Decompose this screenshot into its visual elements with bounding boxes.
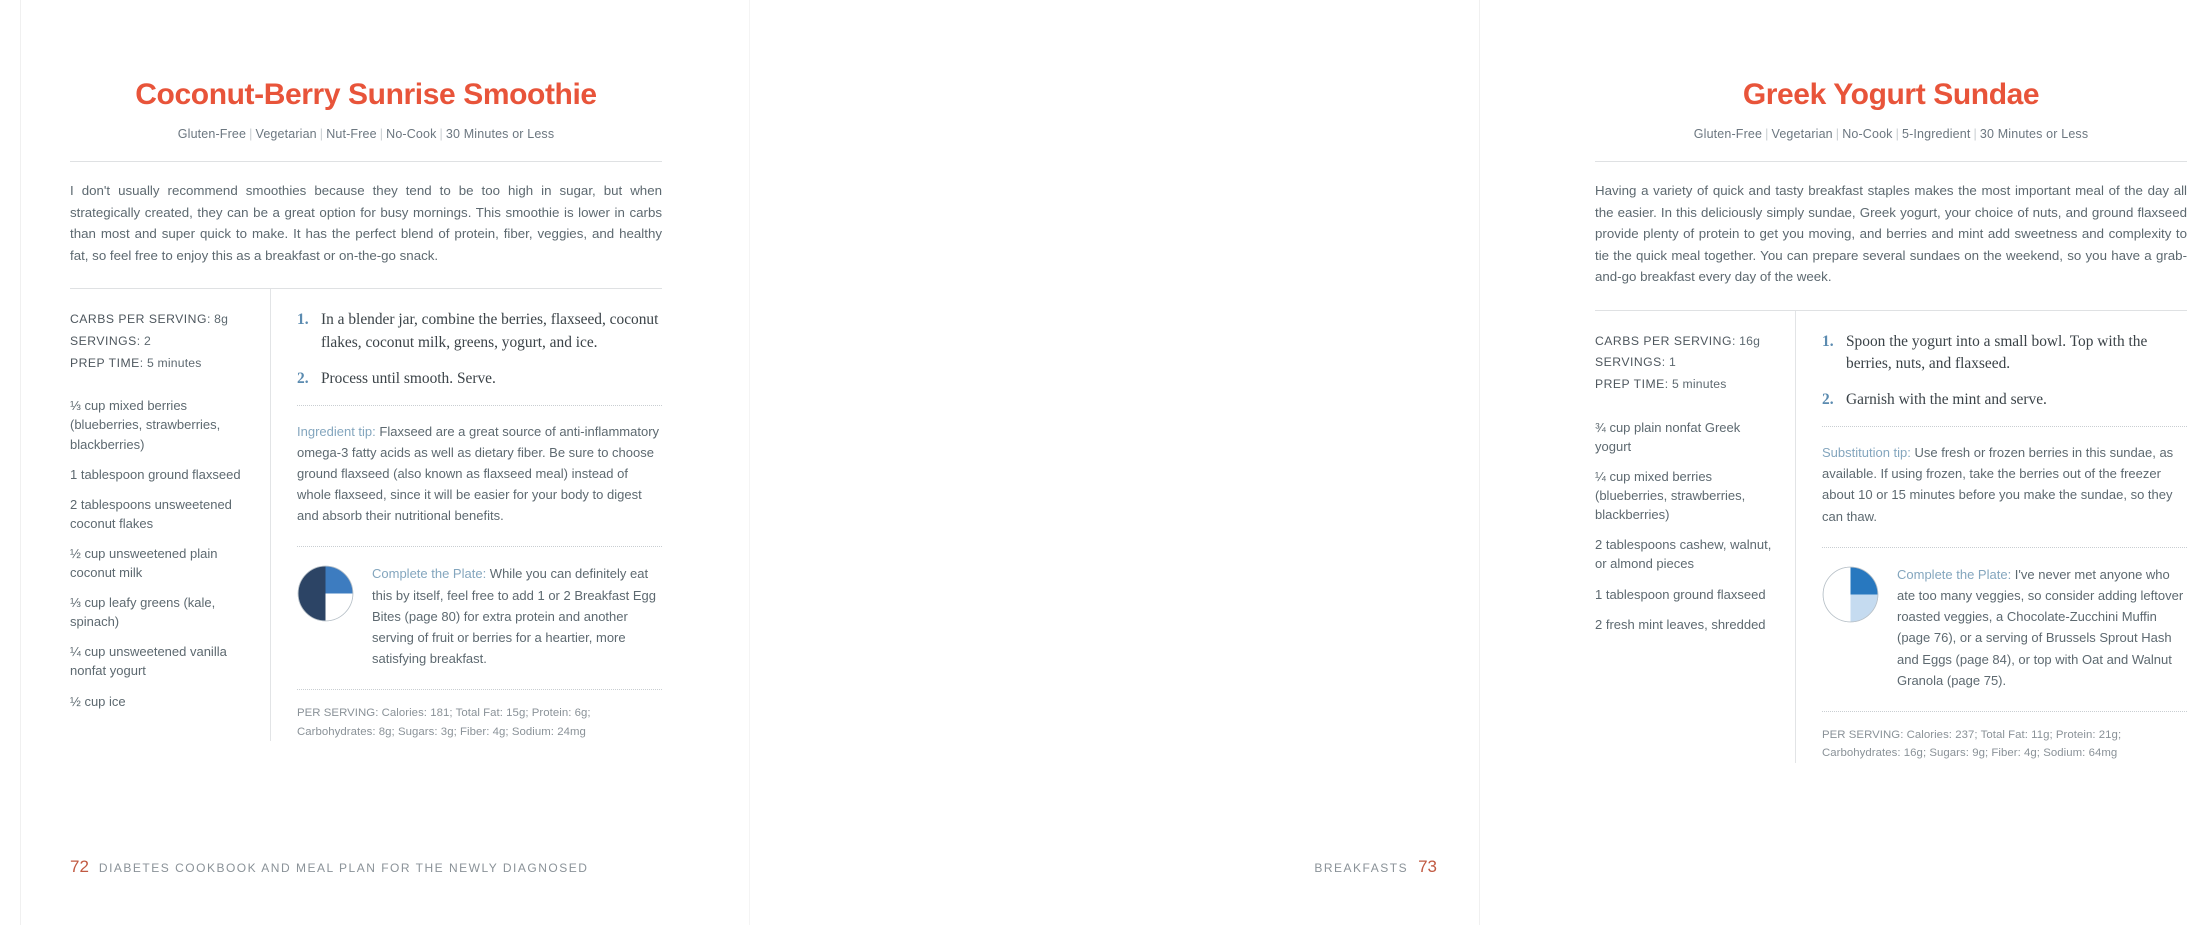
prep-time: PREP TIME: 5 minutes [70,355,202,370]
tag-separator: | [249,127,253,141]
instruction-step [1822,331,2187,377]
page-title: Coconut-Berry Sunrise Smoothie [135,78,597,111]
servings: SERVINGS: 1 [1595,355,1676,370]
tag-separator: | [439,127,443,141]
step-number: 2. [1822,391,1834,409]
tag-separator: | [319,127,324,141]
ingredient-item: 2 tablespoons cashew, walnut, or almond pieces [1595,537,1772,572]
recipe-main-column [270,289,662,741]
page-edge-line [20,0,21,925]
carbs-label: CARBS PER SERVING [1595,333,1732,348]
left-page-footer [70,857,588,877]
step-text: Process until smooth. Serve. [321,369,496,387]
recipe-main-column [1795,311,2187,763]
right-page-content [1595,0,2187,763]
complete-the-plate-text [372,563,662,669]
ingredient-item: 1 tablespoon ground flaxseed [1595,586,1766,602]
ingredient-item: ¼ cup mixed berries (blueberries, strawberries, blackberries) [1595,469,1746,523]
tag-separator: | [379,127,384,141]
step-number: 1. [297,311,309,329]
servings-label: SERVINGS [70,333,137,348]
complete-the-plate-block [297,546,662,669]
left-page-content [70,0,662,741]
plate-label: Complete the Plate: [372,566,487,582]
servings-value: 2 [143,333,151,348]
complete-the-plate-pie-icon [1822,566,1879,623]
recipe-meta-column [70,289,270,741]
carbs-per-serving: CARBS PER SERVING: 16g [1595,333,1761,348]
left-page [0,0,750,925]
prep-value: 5 minutes [1671,377,1727,392]
nutrition-info: PER SERVING: Calories: 237; Total Fat: 11g; Protein: 21g; Carbohydrates: 16g; Sugars: 9g; Fiber: 4g; Sodium: 64mg [1822,728,2122,760]
page-title: Greek Yogurt Sundae [1742,78,2040,111]
servings-label: SERVINGS [1595,355,1662,370]
prep-time: PREP TIME: 5 minutes [1595,377,1727,392]
recipe-tags [70,127,662,141]
page-edge-line [1479,0,1480,925]
instructions-list [1822,331,2187,412]
instructions-list [297,309,662,390]
tag-separator: | [1765,127,1769,141]
header-divider [1595,161,2187,162]
plate-body-text: While you can definitely eat this by itself, feel free to add 1 or 2 Breakfast Egg Bites (page 80) for extra protein and another serving of fruit or berries for a heartier, more satisfying breakfast. [372,566,656,667]
complete-the-plate-block [1822,547,2187,691]
instruction-step [1822,389,2187,412]
ingredient-item: ¼ cup unsweetened vanilla nonfat yogurt [70,644,227,679]
tip-body-text: Use fresh or frozen berries in this sundae, as available. If using frozen, take the berries out of the freezer about 10 or 15 minutes before you make the sundae, so they can thaw. [1822,445,2174,524]
ingredient-tip-block [297,405,662,527]
tag-item: Gluten-Free [1693,127,1763,141]
tag-item: Vegetarian [1771,127,1833,141]
recipe-intro: Having a variety of quick and tasty breakfast staples makes the most important meal of the day all the easier. In this deliciously simply sundae, Greek yogurt, your choice of nuts, and ground flaxseed provide plenty of protein to get you moving, and berries and mint add sweetness and complexity to tie the quick meal together. You can prepare several sundaes on the weekend, so you have a grab-and-go breakfast every day of the week. [1595,183,2187,285]
substitution-tip-text [1822,427,2187,527]
ingredient-item: ⅓ cup leafy greens (kale, spinach) [70,595,216,630]
tip-body-text: Flaxseed are a great source of anti-inflammatory omega-3 fatty acids as well as dietary fiber. Be sure to choose ground flaxseed (also known as flaxseed meal) instead of whole flaxseed, since it will be easier for your body to digest and absorb their nutritional benefits. [297,423,660,524]
carbs-value: 16g [1739,333,1761,348]
tag-item: Nut-Free [326,127,377,141]
ingredient-tip-text [297,406,662,527]
ingredient-item: 1 tablespoon ground flaxseed [70,466,241,482]
step-number: 1. [1822,332,1834,350]
plate-body-text: I've never met anyone who ate too many veggies, so consider adding leftover roasted veggies, a Chocolate-Zucchini Muffin (page 76), or a serving of Brussels Sprout Hash and Eggs (page 84), or top with Oat and Walnut Granola (page 75). [1897,566,2184,688]
servings-value: 1 [1668,355,1676,370]
instruction-step [297,368,662,391]
nutrition-block [1822,711,2187,763]
page-number: 72 [70,857,89,876]
step-number: 2. [297,369,309,387]
recipe-tags [1595,127,2187,141]
right-page [750,0,2187,925]
ingredients-list [1595,418,1777,634]
ingredient-item: 2 fresh mint leaves, shredded [1595,616,1766,632]
running-head: BREAKFASTS [1314,861,1409,875]
tag-separator: | [1895,127,1899,141]
recipe-meta-column [1595,311,1795,763]
step-text: Spoon the yogurt into a small bowl. Top with the berries, nuts, and flaxseed. [1846,332,2148,373]
tag-item: 30 Minutes or Less [445,127,555,141]
tag-item: Gluten-Free [177,127,247,141]
prep-label: PREP TIME [70,355,140,370]
nutrition-info: PER SERVING: Calories: 181; Total Fat: 15g; Protein: 6g; Carbohydrates: 8g; Sugars: 3g; Fiber: 4g; Sodium: 24mg [297,707,591,738]
complete-the-plate-text [1897,564,2187,691]
ingredient-item: ½ cup unsweetened plain coconut milk [70,545,218,581]
tag-separator: | [1835,127,1840,141]
step-text: Garnish with the mint and serve. [1846,391,2047,409]
recipe-intro: I don't usually recommend smoothies because they tend to be too high in sugar, but when strategically created, they can be a great option for busy mornings. This smoothie is lower in carbs than most and super quick to make. It has the perfect blend of protein, fiber, veggies, and healthy fat, so feel free to enjoy this as a breakfast or on-the-go snack. [70,183,662,263]
substitution-tip-block [1822,426,2187,527]
page-number: 73 [1418,857,1437,876]
tag-item: 30 Minutes or Less [1979,127,2089,141]
tag-item: No-Cook [386,127,437,141]
prep-label: PREP TIME [1595,377,1665,392]
tip-label: Ingredient tip: [297,423,376,439]
ingredient-item: ⅓ cup mixed berries (blueberries, strawberries, blackberries) [70,398,221,452]
tag-item: 5-Ingredient [1901,127,1971,141]
prep-value: 5 minutes [146,355,202,370]
carbs-per-serving: CARBS PER SERVING: 8g [70,312,229,327]
plate-label: Complete the Plate: [1897,566,2012,582]
nutrition-block [297,689,662,741]
ingredients-list [70,396,252,710]
tag-separator: | [1973,127,1977,141]
tip-label: Substitution tip: [1822,445,1911,461]
right-page-footer [1314,857,1437,877]
step-text: In a blender jar, combine the berries, flaxseed, coconut flakes, coconut milk, greens, yogurt, and ice. [321,311,659,351]
recipe-body [1595,311,2187,763]
tag-item: No-Cook [1842,127,1893,141]
ingredient-item: ¾ cup plain nonfat Greek yogurt [1595,419,1741,454]
carbs-label: CARBS PER SERVING [70,312,207,327]
ingredient-item: 2 tablespoons unsweetened coconut flakes [70,496,232,531]
ingredient-item: ½ cup ice [70,693,126,709]
tag-item: Vegetarian [255,127,317,141]
complete-the-plate-pie-icon [297,565,354,622]
instruction-step [297,309,662,355]
header-divider [70,161,662,162]
servings: SERVINGS: 2 [70,333,151,348]
running-head: DIABETES COOKBOOK AND MEAL PLAN FOR THE NEWLY DIAGNOSED [98,861,589,875]
recipe-body [70,289,662,741]
carbs-value: 8g [214,312,229,327]
